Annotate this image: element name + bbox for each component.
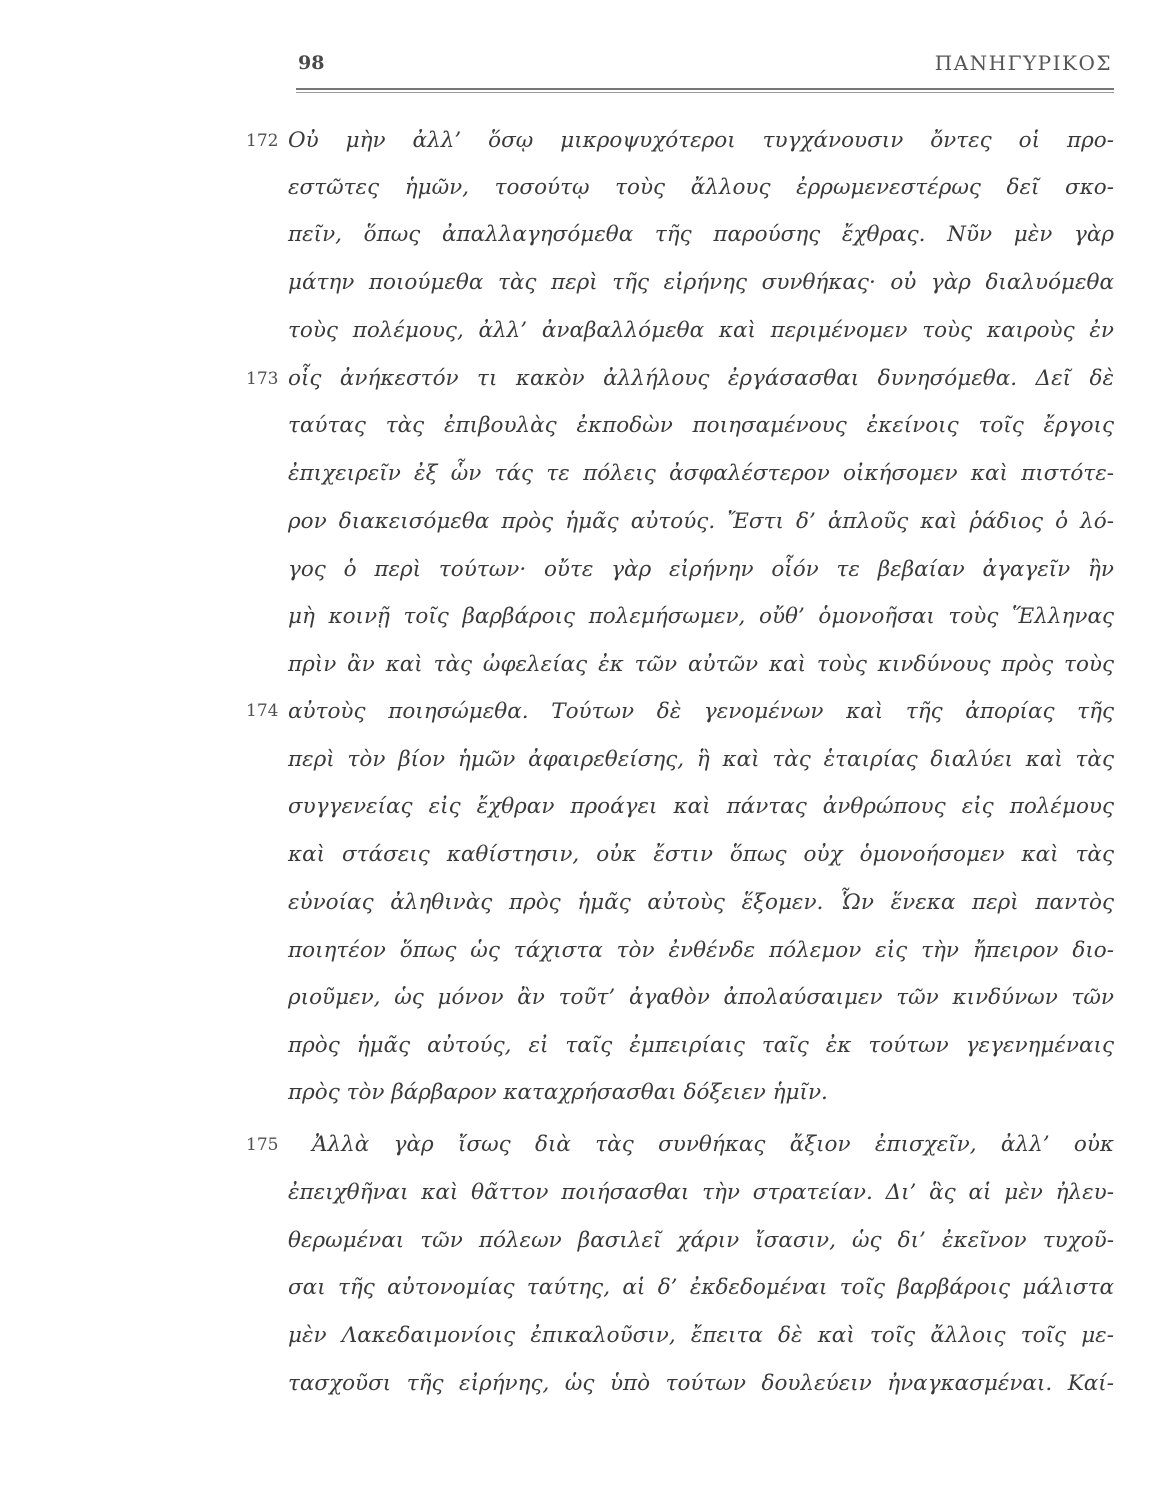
section-number: 172 xyxy=(246,131,279,151)
section-number: 175 xyxy=(246,1135,279,1155)
text-line: εὐνοίας ἀληθινὰς πρὸς ἡμᾶς αὐτοὺς ἕξομεν. Ὧν ἕνεκα περὶ παντὸς xyxy=(288,890,1114,915)
header-rule xyxy=(296,88,1114,90)
text-line: ριοῦμεν, ὡς μόνον ἂν τοῦτ’ ἀγαθὸν ἀπολαύσαιμεν τῶν κινδύνων τῶν xyxy=(288,985,1114,1010)
text-line: εστῶτες ἡμῶν, τοσούτῳ τοὺς ἄλλους ἐρρωμενεστέρως δεῖ σκο- xyxy=(288,175,1114,200)
text-line: περὶ τὸν βίον ἡμῶν ἀφαιρεθείσης, ἣ καὶ τὰς ἑταιρίας διαλύει καὶ τὰς xyxy=(288,747,1114,772)
text-line: ταύτας τὰς ἐπιβουλὰς ἐκποδὼν ποιησαμένους ἐκείνοις τοῖς ἔργοις xyxy=(288,413,1114,438)
text-line: τασχοῦσι τῆς εἰρήνης, ὡς ὑπὸ τούτων δουλεύειν ἠναγκασμέναι. Καί- xyxy=(288,1371,1114,1396)
section-number: 174 xyxy=(246,701,279,721)
text-line: ἐπιχειρεῖν ἐξ ὧν τάς τε πόλεις ἀσφαλέστερον οἰκήσομεν καὶ πιστότε- xyxy=(288,461,1114,486)
text-line: ἐπειχθῆναι καὶ θᾶττον ποιήσασθαι τὴν στρατείαν. Δι’ ἃς αἱ μὲν ἠλευ- xyxy=(288,1180,1114,1205)
header-rule-thin xyxy=(296,92,1114,93)
text-line: καὶ στάσεις καθίστησιν, οὐκ ἔστιν ὅπως οὐχ ὁμονοήσομεν καὶ τὰς xyxy=(288,842,1114,867)
text-line: ποιητέον ὅπως ὡς τάχιστα τὸν ἐνθένδε πόλεμον εἰς τὴν ἤπειρον διο- xyxy=(288,938,1114,963)
page-header xyxy=(298,44,1112,84)
text-line: οἷς ἀνήκεστόν τι κακὸν ἀλλήλους ἐργάσασθαι δυνησόμεθα. Δεῖ δὲ xyxy=(288,366,1114,391)
text-line: συγγενείας εἰς ἔχθραν προάγει καὶ πάντας ἀνθρώπους εἰς πολέμους xyxy=(288,794,1114,819)
text-line: μὴ κοινῇ τοῖς βαρβάροις πολεμήσωμεν, οὔθ’ ὁμονοῆσαι τοὺς Ἕλληνας xyxy=(288,604,1114,629)
text-line: θερωμέναι τῶν πόλεων βασιλεῖ χάριν ἴσασιν, ὡς δι’ ἐκεῖνον τυχοῦ- xyxy=(288,1228,1114,1253)
text-line: πρὸς τὸν βάρβαρον καταχρήσασθαι δόξειεν ἡμῖν. xyxy=(288,1080,828,1105)
running-title: ΠΑΝΗΓΥΡΙΚΟΣ xyxy=(934,51,1112,75)
text-line: αὐτοὺς ποιησώμεθα. Τούτων δὲ γενομένων καὶ τῆς ἀπορίας τῆς xyxy=(288,699,1114,724)
text-line: τοὺς πολέμους, ἀλλ’ ἀναβαλλόμεθα καὶ περιμένομεν τοὺς καιροὺς ἐν xyxy=(288,318,1114,343)
text-line: Οὐ μὴν ἀλλ’ ὅσῳ μικροψυχότεροι τυγχάνουσιν ὄντες οἱ προ- xyxy=(288,128,1114,153)
page-number: 98 xyxy=(298,52,325,74)
text-line: Ἀλλὰ γὰρ ἴσως διὰ τὰς συνθήκας ἄξιον ἐπισχεῖν, ἀλλ’ οὐκ xyxy=(312,1132,1114,1157)
section-number: 173 xyxy=(246,369,279,389)
text-line: μὲν Λακεδαιμονίοις ἐπικαλοῦσιν, ἔπειτα δὲ καὶ τοῖς ἄλλοις τοῖς με- xyxy=(288,1323,1114,1348)
text-line: πρὶν ἂν καὶ τὰς ὠφελείας ἐκ τῶν αὐτῶν καὶ τοὺς κινδύνους πρὸς τοὺς xyxy=(288,652,1114,677)
text-line: σαι τῆς αὐτονομίας ταύτης, αἱ δ’ ἐκδεδομέναι τοῖς βαρβάροις μάλιστα xyxy=(288,1275,1114,1300)
text-line: πρὸς ἡμᾶς αὐτούς, εἰ ταῖς ἐμπειρίαις ταῖς ἐκ τούτων γεγενημέναις xyxy=(288,1033,1114,1058)
text-line: γος ὁ περὶ τούτων· οὔτε γὰρ εἰρήνην οἷόν τε βεβαίαν ἀγαγεῖν ἢν xyxy=(288,557,1114,582)
text-line: πεῖν, ὅπως ἀπαλλαγησόμεθα τῆς παρούσης ἔχθρας. Νῦν μὲν γὰρ xyxy=(288,222,1114,247)
text-line: ρον διακεισόμεθα πρὸς ἡμᾶς αὐτούς. Ἔστι δ’ ἁπλοῦς καὶ ῥάδιος ὁ λό- xyxy=(288,509,1114,534)
text-line: μάτην ποιούμεθα τὰς περὶ τῆς εἰρήνης συνθήκας· οὐ γὰρ διαλυόμεθα xyxy=(288,270,1114,295)
